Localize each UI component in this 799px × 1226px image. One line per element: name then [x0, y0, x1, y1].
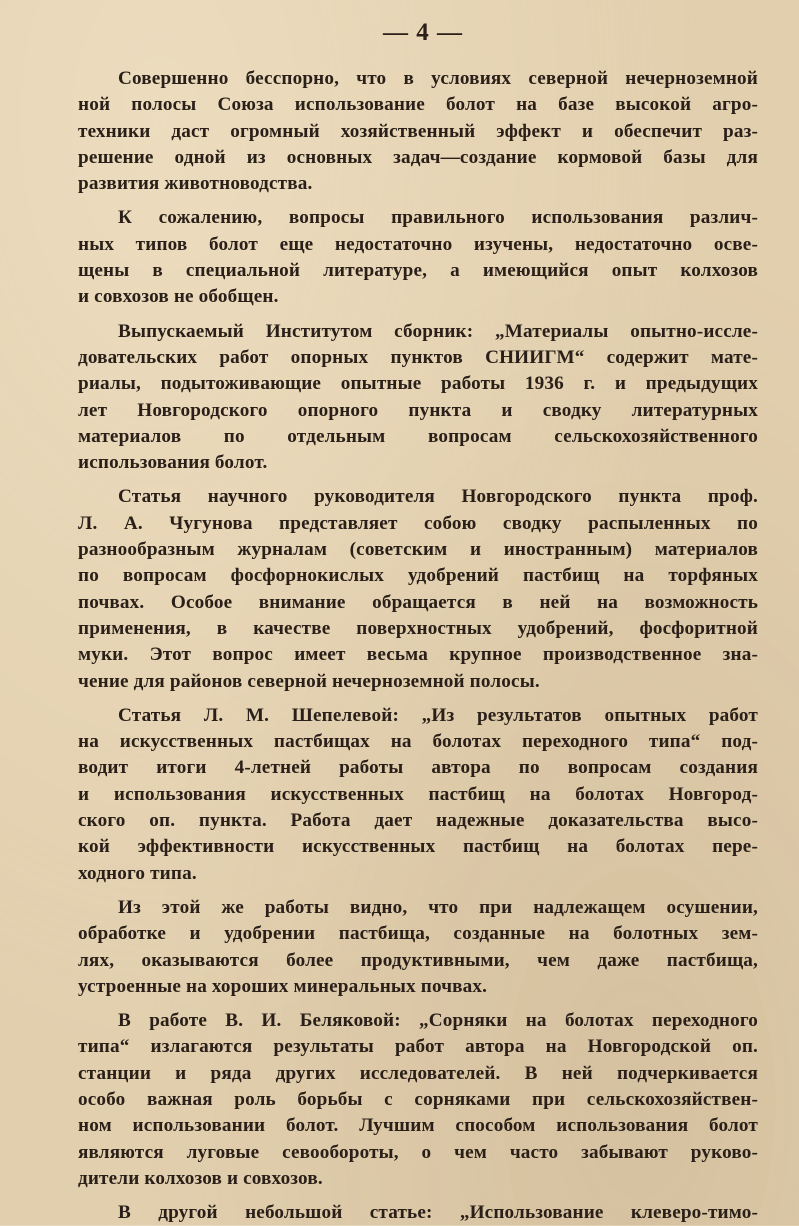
page-number: — 4 — [383, 19, 463, 46]
paragraph [78, 205, 758, 310]
text-line: Совершенно бесспорно, что в условиях северной нечерноземной [118, 68, 758, 89]
text-line: Статья Л. М. Шепелевой: „Из результатов опытных работ [118, 704, 758, 726]
text-line: обработке и удобрении пастбища, созданные на болотных зем- [78, 923, 758, 945]
text-line: муки. Этот вопрос имеет весьма крупное производственное зна- [78, 644, 758, 666]
text-line: К сожалению, вопросы правильного использования различ- [118, 207, 758, 229]
text-line: типа“ излагаются результаты работ автора на Новгородской оп. [78, 1036, 758, 1058]
text-line: Выпускаемый Институтом сборник: „Материалы опытно-иссле- [118, 320, 758, 342]
paragraph [78, 895, 758, 1000]
text-line: Л. А. Чугунова представляет собою сводку распыленных по [78, 512, 758, 534]
text-line: ходного типа. [78, 862, 197, 884]
text-line: ского оп. пункта. Работа дает надежные доказательства высо- [78, 810, 758, 832]
paragraph [78, 703, 758, 887]
text-line: решение одной из основных задач—создание кормовой базы для [78, 146, 758, 168]
text-line: применения, в качестве поверхностных удобрений, фосфоритной [78, 617, 758, 639]
text-line: ных типов болот еще недостаточно изучены, недостаточно осве- [78, 233, 758, 255]
text-line: по вопросам фосфорнокислых удобрений пастбищ на торфяных [78, 565, 758, 587]
text-line: станции и ряда других исследователей. В ней подчеркивается [78, 1062, 758, 1084]
text-line: ном использовании болот. Лучшим способом использования болот [78, 1115, 758, 1137]
text-line: довательских работ опорных пунктов СНИИГМ“ содержит мате- [78, 346, 758, 368]
text-line: разнообразным журналам (советским и иностранным) материалов [78, 539, 758, 561]
text-line: на искусственных пастбищах на болотах переходного типа“ под- [78, 731, 758, 753]
text-line: и совхозов не обобщен. [78, 286, 279, 308]
text-line: почвах. Особое внимание обращается в ней на возможность [78, 591, 758, 613]
text-line: В другой небольшой статье: „Использование клеверо-тимо- [118, 1202, 758, 1224]
text-line: риалы, подытоживающие опытные работы 1936 г. и предыдущих [78, 373, 758, 395]
text-line: Из этой же работы видно, что при надлежащем осушении, [118, 896, 758, 918]
paragraph [78, 1200, 758, 1226]
text-line: являются луговые севообороты, о чем часто забывают руково- [78, 1141, 758, 1163]
text-line: щены в специальной литературе, а имеющийся опыт колхозов [78, 260, 758, 282]
paragraph [78, 1008, 758, 1192]
text-line: техники даст огромный хозяйственный эффект и обеспечит раз- [78, 120, 758, 142]
text-line: ной полосы Союза использование болот на базе высокой агро- [78, 94, 758, 116]
text-line: лях, оказываются более продуктивными, чем даже пастбища, [78, 949, 758, 971]
text-line: развития животноводства. [78, 173, 313, 195]
text-line: кой эффективности искусственных пастбищ на болотах пере- [78, 836, 758, 858]
paragraph [78, 484, 758, 694]
text-line: В работе В. И. Беляковой: „Сорняки на болотах переходного [118, 1010, 758, 1032]
paragraph [78, 66, 758, 197]
text-line: водит итоги 4-летней работы автора по вопросам создания [78, 757, 758, 779]
text-line: устроенные на хороших минеральных почвах. [78, 975, 488, 997]
paragraph [78, 319, 758, 477]
text-line: чение для районов северной нечерноземной полосы. [78, 670, 540, 692]
document-page [78, 18, 758, 1224]
text-line: и использования искусственных пастбищ на болотах Новгород- [78, 783, 758, 805]
text-line: дители колхозов и совхозов. [78, 1167, 323, 1189]
text-line: Статья научного руководителя Новгородского пункта проф. [118, 486, 758, 508]
text-line: использования болот. [78, 452, 268, 474]
text-line: лет Новгородского опорного пункта и сводку литературных [78, 399, 758, 421]
text-line: материалов по отдельным вопросам сельскохозяйственного [78, 425, 758, 447]
text-line: особо важная роль борьбы с сорняками при сельскохозяйствен- [78, 1088, 758, 1110]
